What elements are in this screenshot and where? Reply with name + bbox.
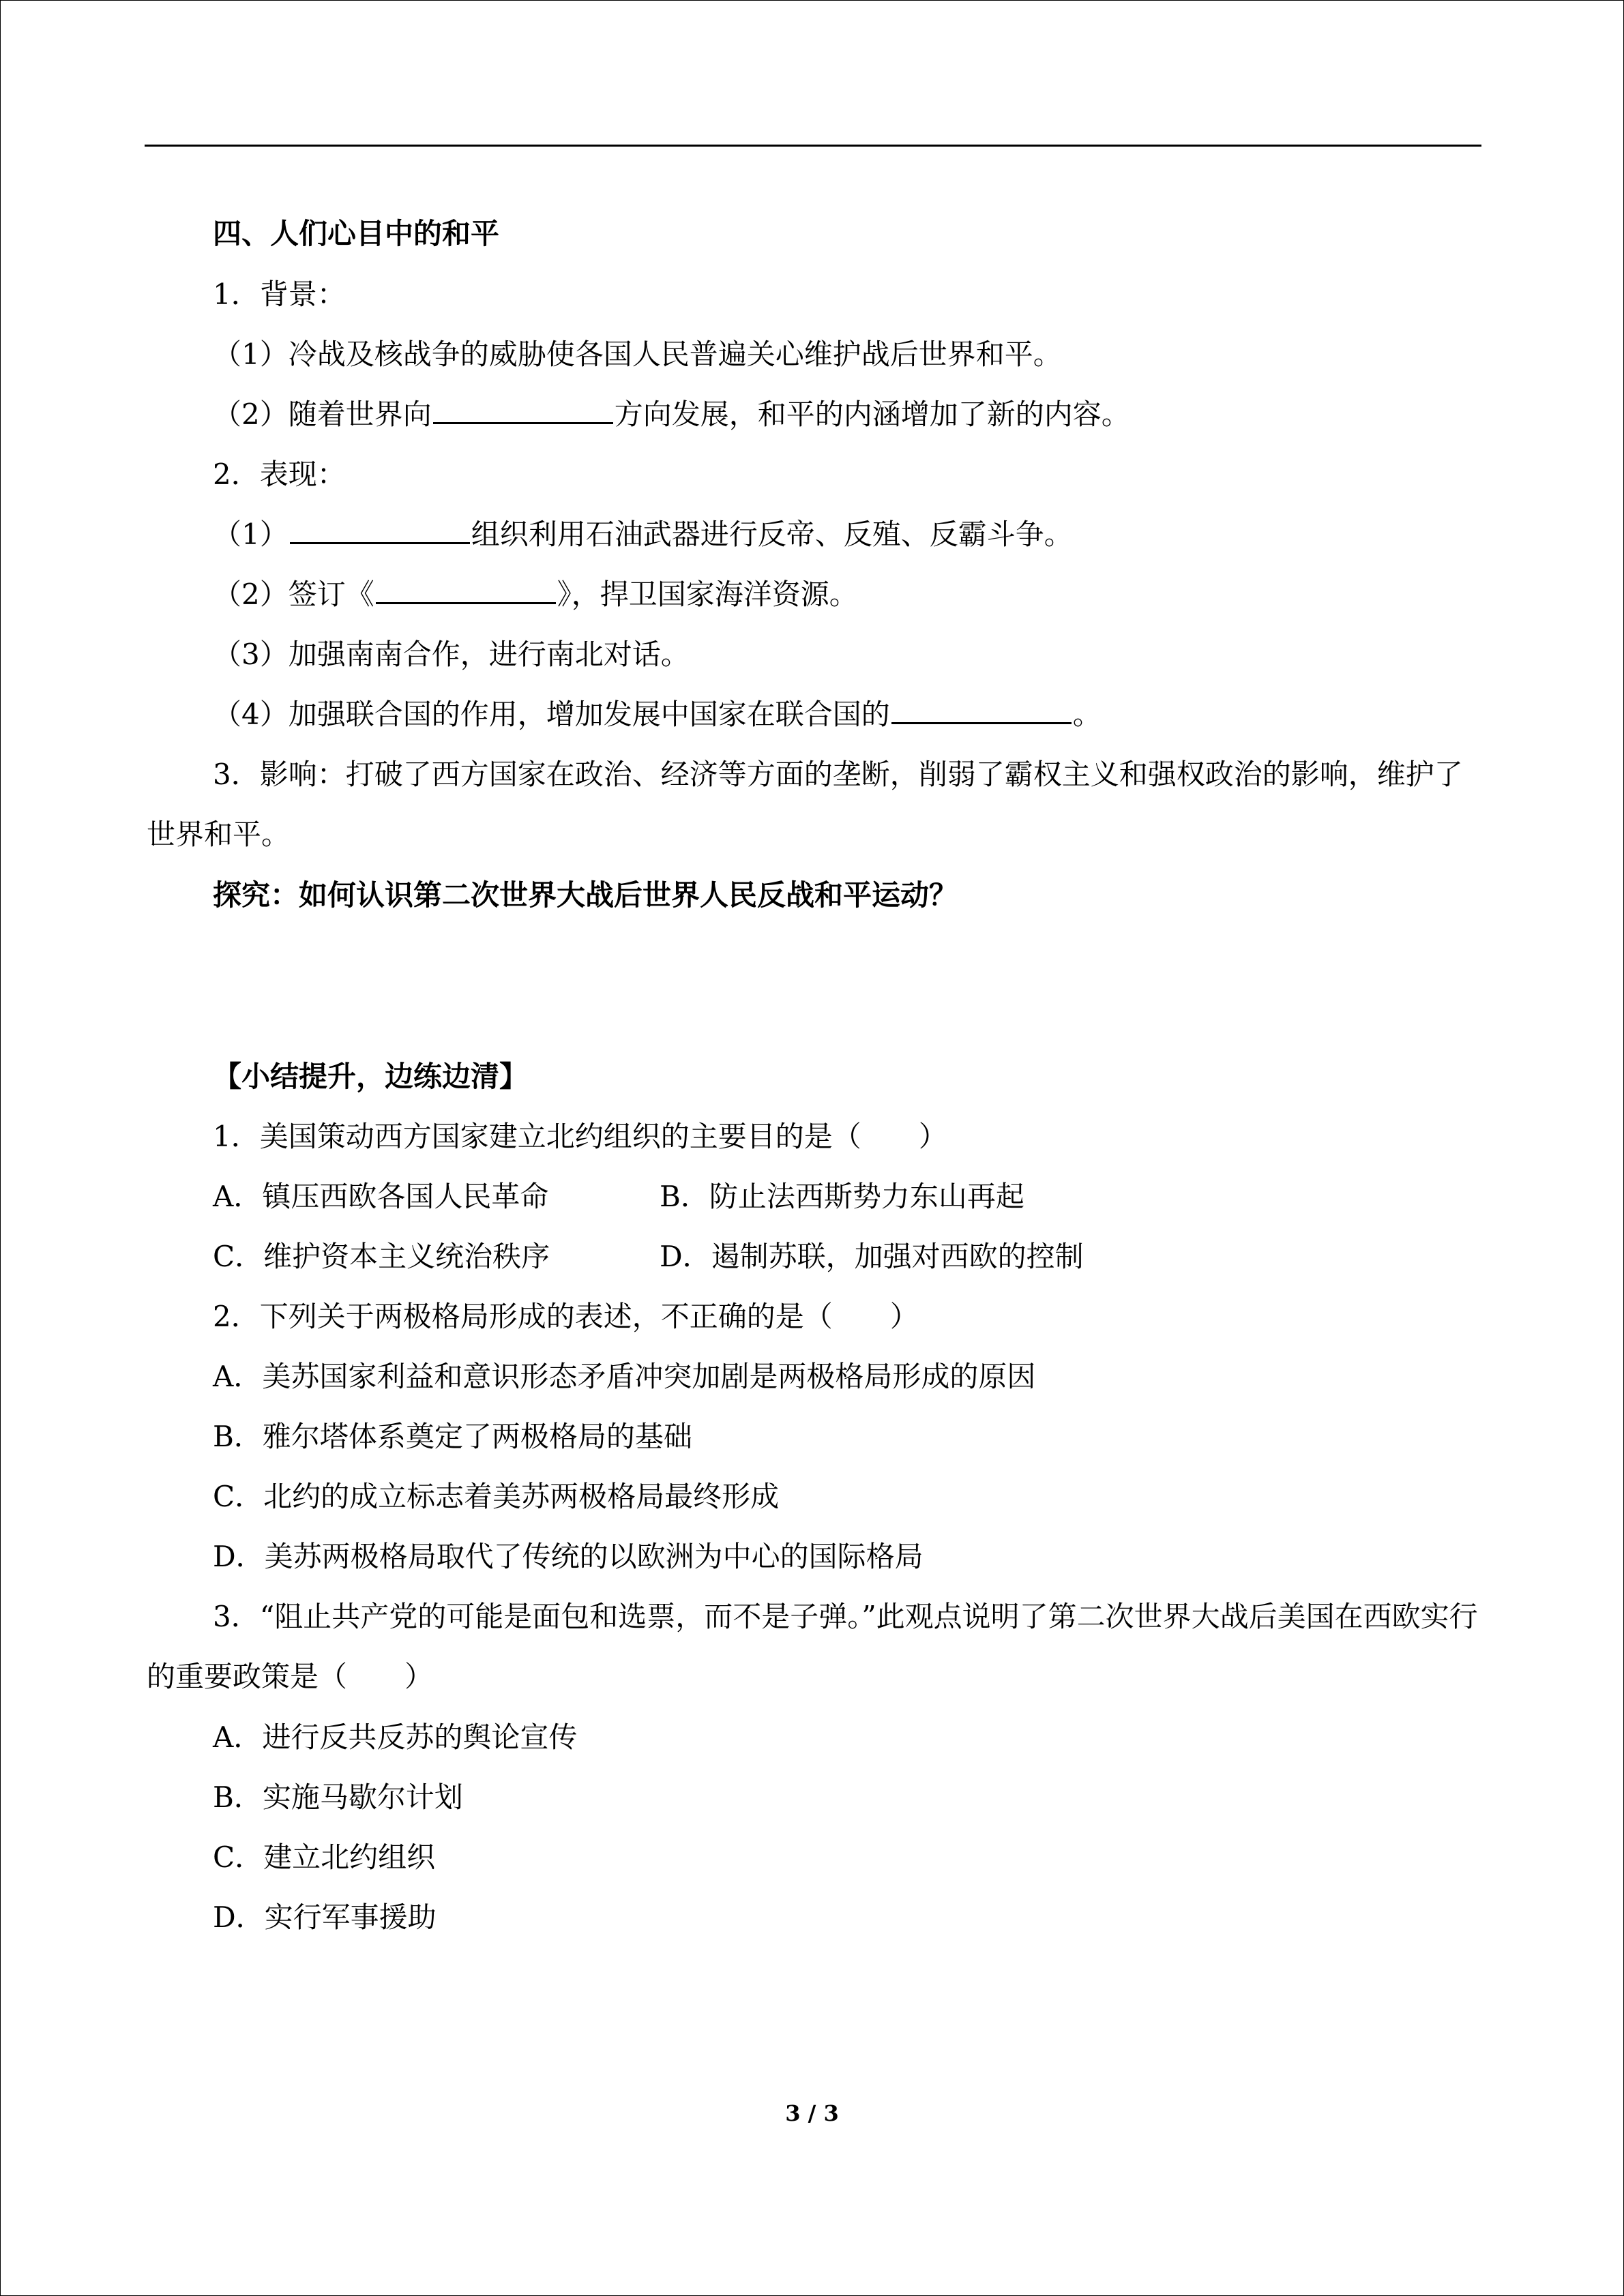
q1-option-a: A．镇压西欧各国人民革命 xyxy=(213,1180,549,1213)
manifest-label: 2．表现： xyxy=(213,458,346,491)
q2-option-d: D．美苏两极格局取代了传统的以欧洲为中心的国际格局 xyxy=(213,1540,924,1573)
bg2-text-pre: （2）随着世界向 xyxy=(213,398,432,431)
bg2-text-post: 方向发展，和平的内涵增加了新的内容。 xyxy=(614,398,1130,431)
m1-text-pre: （1） xyxy=(213,518,289,551)
q2-option-c: C．北约的成立标志着美苏两极格局最终形成 xyxy=(213,1480,780,1513)
section-title: 四、人们心目中的和平 xyxy=(213,217,500,250)
q3-option-c: C．建立北约组织 xyxy=(213,1840,436,1874)
summary-title: 【小结提升，边练边清】 xyxy=(213,1060,529,1093)
explore-question: 探究：如何认识第二次世界大战后世界人民反战和平运动？ xyxy=(213,878,958,912)
question-3-stem: 3．“阻止共产党的可能是面包和选票，而不是子弹。”此观点说明了第二次世界大战后美国在西欧实行的重要政策是（ ） xyxy=(147,1600,1478,1693)
impact-paragraph: 3．影响：打破了西方国家在政治、经济等方面的垄断，削弱了霸权主义和强权政治的影响，维护了世界和平。 xyxy=(147,758,1463,851)
manifest-item-4 xyxy=(213,694,1102,735)
page-number: 3 / 3 xyxy=(785,2100,839,2126)
m4-text-pre: （4）加强联合国的作用，增加发展中国家在联合国的 xyxy=(213,698,890,731)
m2-text-post: 》，捍卫国家海洋资源。 xyxy=(557,578,858,611)
m4-text-post: 。 xyxy=(1072,698,1102,731)
background-item-2 xyxy=(213,394,1130,435)
question-1-options-ab xyxy=(213,1176,1024,1217)
question-1-options-cd xyxy=(213,1236,1084,1277)
q1-option-b: B．防止法西斯势力东山再起 xyxy=(660,1180,1024,1213)
fill-blank-3 xyxy=(376,576,556,604)
question-2-stem: 2．下列关于两极格局形成的表述，不正确的是（ ） xyxy=(213,1300,919,1333)
header-rule xyxy=(145,145,1481,147)
q2-option-b: B．雅尔塔体系奠定了两极格局的基础 xyxy=(213,1420,692,1453)
fill-blank-1 xyxy=(433,396,613,424)
background-label: 1．背景： xyxy=(213,278,346,311)
q1-option-d: D．遏制苏联，加强对西欧的控制 xyxy=(660,1240,1084,1273)
q3-option-b: B．实施马歇尔计划 xyxy=(213,1780,463,1814)
manifest-item-3: （3）加强南南合作，进行南北对话。 xyxy=(213,638,690,671)
m2-text-pre: （2）签订《 xyxy=(213,578,374,611)
m1-text-post: 组织利用石油武器进行反帝、反殖、反霸斗争。 xyxy=(471,518,1073,551)
background-item-1: （1）冷战及核战争的威胁使各国人民普遍关心维护战后世界和平。 xyxy=(213,338,1062,371)
q2-option-a: A．美苏国家利益和意识形态矛盾冲突加剧是两极格局形成的原因 xyxy=(213,1360,1036,1393)
manifest-item-2 xyxy=(213,574,858,615)
q1-option-c: C．维护资本主义统治秩序 xyxy=(213,1240,550,1273)
manifest-item-1 xyxy=(213,514,1073,555)
q3-option-a: A．进行反共反苏的舆论宣传 xyxy=(213,1720,578,1754)
q3-option-d: D．实行军事援助 xyxy=(213,1900,437,1934)
fill-blank-2 xyxy=(290,516,470,544)
question-1-stem: 1．美国策动西方国家建立北约组织的主要目的是（ ） xyxy=(213,1120,947,1153)
fill-blank-4 xyxy=(891,696,1072,724)
